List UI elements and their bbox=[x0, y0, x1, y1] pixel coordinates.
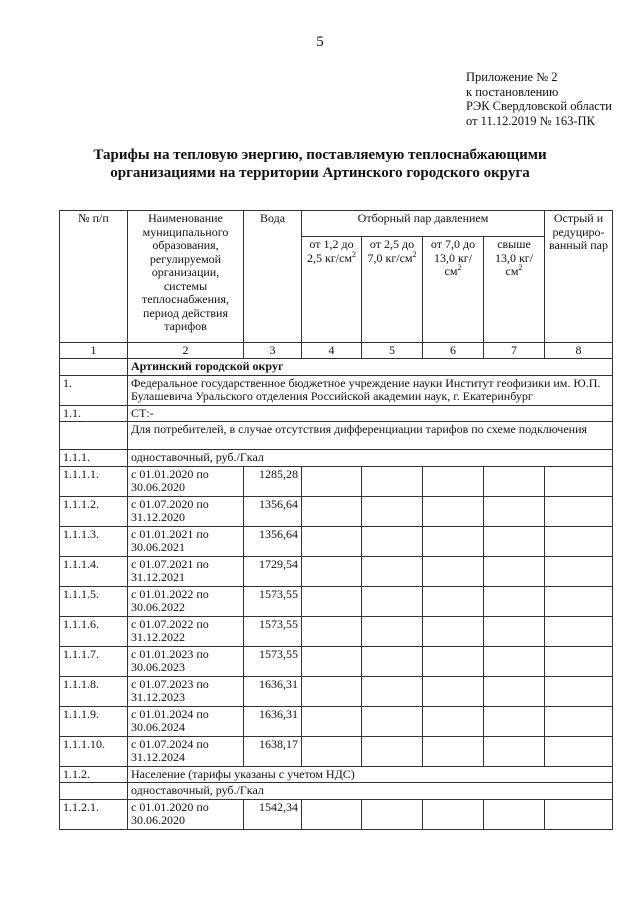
table-row bbox=[60, 496, 613, 526]
org-name: Федеральное государственное бюджетное учреждение науки Институт геофизики им. Ю.П. Булашевича Уральского отделения Российской академии наук, г. Екатеринбург bbox=[128, 375, 613, 405]
row-water: 1573,55 bbox=[244, 586, 302, 616]
row-period: с 01.01.2023 по 30.06.2023 bbox=[128, 646, 244, 676]
row-num: 1.1.1.4. bbox=[60, 556, 128, 586]
row-empty-cell bbox=[302, 586, 362, 616]
table-row bbox=[60, 799, 613, 829]
rate-num bbox=[60, 783, 128, 800]
row-empty-cell bbox=[362, 736, 423, 766]
table-row bbox=[60, 646, 613, 676]
consumers-note: Для потребителей, в случае отсутствия дифференциации тарифов по схеме подключения bbox=[128, 422, 613, 450]
title-line: организациями на территории Артинского городского округа bbox=[110, 165, 530, 181]
row-empty-cell bbox=[545, 799, 613, 829]
table-row bbox=[60, 616, 613, 646]
header-sharp-steam: Острый и редуциро-ванный пар bbox=[545, 211, 613, 343]
row-empty-cell bbox=[545, 736, 613, 766]
row-empty-cell bbox=[545, 496, 613, 526]
row-empty-cell bbox=[484, 586, 545, 616]
header-num: № п/п bbox=[60, 211, 128, 343]
header-pressure-2: от 2,5 до 7,0 $кг/см^2$ bbox=[362, 237, 423, 343]
header-water: Вода bbox=[244, 211, 302, 343]
col-number: 1 bbox=[60, 343, 128, 359]
rate-label: одноставочный, руб./Гкал bbox=[128, 450, 613, 467]
appendix-line: Приложение № 2 bbox=[466, 70, 558, 84]
row-empty-cell bbox=[423, 616, 484, 646]
row-water: 1638,17 bbox=[244, 736, 302, 766]
row-period: с 01.01.2022 по 30.06.2022 bbox=[128, 586, 244, 616]
row-water: 1573,55 bbox=[244, 616, 302, 646]
row-empty-cell bbox=[362, 556, 423, 586]
col-number: 4 bbox=[302, 343, 362, 359]
table-row bbox=[60, 556, 613, 586]
row-empty-cell bbox=[545, 706, 613, 736]
row-empty-cell bbox=[484, 736, 545, 766]
row-empty-cell bbox=[545, 586, 613, 616]
row-num: 1.1.1.5. bbox=[60, 586, 128, 616]
row-num: 1.1.1.2. bbox=[60, 496, 128, 526]
row-empty-cell bbox=[484, 799, 545, 829]
row-period: с 01.01.2020 по 30.06.2020 bbox=[128, 466, 244, 496]
population-name: Население (тарифы указаны с учетом НДС) bbox=[128, 766, 613, 783]
document-title bbox=[0, 146, 640, 182]
col-number: 8 bbox=[545, 343, 613, 359]
row-period: с 01.07.2020 по 31.12.2020 bbox=[128, 496, 244, 526]
row-empty-cell bbox=[362, 526, 423, 556]
row-num: 1.1.1.6. bbox=[60, 616, 128, 646]
col-number: 6 bbox=[423, 343, 484, 359]
header-pressure-4: свыше 13,0 $кг/см^2$ bbox=[484, 237, 545, 343]
row-num: 1.1.1.1. bbox=[60, 466, 128, 496]
row-water: 1356,64 bbox=[244, 496, 302, 526]
table-row bbox=[60, 466, 613, 496]
header-pressure-3: от 7,0 до 13,0 $кг/см^2$ bbox=[423, 237, 484, 343]
col-number: 3 bbox=[244, 343, 302, 359]
row-empty-cell bbox=[362, 799, 423, 829]
row-num: 1.1.2.1. bbox=[60, 799, 128, 829]
row-empty-cell bbox=[423, 676, 484, 706]
row-num: 1.1.1.10. bbox=[60, 736, 128, 766]
row-empty-cell bbox=[302, 556, 362, 586]
row-empty-cell bbox=[423, 646, 484, 676]
row-water: 1636,31 bbox=[244, 676, 302, 706]
row-empty-cell bbox=[545, 616, 613, 646]
header-pressure-1: от 1,2 до 2,5 $кг/см^2$ bbox=[302, 237, 362, 343]
row-empty-cell bbox=[362, 676, 423, 706]
row-empty-cell bbox=[302, 706, 362, 736]
row-empty-cell bbox=[302, 676, 362, 706]
row-water: 1285,28 bbox=[244, 466, 302, 496]
row-period: с 01.01.2021 по 30.06.2021 bbox=[128, 526, 244, 556]
row-empty-cell bbox=[484, 556, 545, 586]
system-name: СТ:- bbox=[128, 405, 613, 422]
col-number: 7 bbox=[484, 343, 545, 359]
row-empty-cell bbox=[302, 646, 362, 676]
appendix-block bbox=[466, 70, 612, 128]
appendix-line: к постановлению bbox=[466, 84, 559, 99]
row-empty-cell bbox=[545, 676, 613, 706]
tariff-table bbox=[59, 210, 613, 830]
row-empty-cell bbox=[423, 799, 484, 829]
row-empty-cell bbox=[545, 556, 613, 586]
row-empty-cell bbox=[302, 496, 362, 526]
appendix-line: от 11.12.2019 № 163-ПК bbox=[466, 113, 595, 128]
row-water: 1356,64 bbox=[244, 526, 302, 556]
row-empty-cell bbox=[362, 466, 423, 496]
row-empty-cell bbox=[423, 736, 484, 766]
table-row bbox=[60, 706, 613, 736]
row-empty-cell bbox=[362, 616, 423, 646]
page-number: 5 bbox=[316, 34, 324, 50]
row-empty-cell bbox=[423, 466, 484, 496]
row-water: 1573,55 bbox=[244, 646, 302, 676]
municipality-name: Артинский городской округ bbox=[128, 359, 613, 376]
header-steam-group: Отборный пар давлением bbox=[302, 211, 545, 237]
col-number: 2 bbox=[128, 343, 244, 359]
row-empty-cell bbox=[484, 616, 545, 646]
row-empty-cell bbox=[545, 646, 613, 676]
row-empty-cell bbox=[484, 646, 545, 676]
row-empty-cell bbox=[484, 676, 545, 706]
row-period: с 01.07.2022 по 31.12.2022 bbox=[128, 616, 244, 646]
row-empty-cell bbox=[302, 736, 362, 766]
rate-num: 1.1.1. bbox=[60, 450, 128, 467]
row-num: 1.1.1.7. bbox=[60, 646, 128, 676]
title-line: Тарифы на тепловую энергию, поставляемую теплоснабжающими bbox=[93, 147, 547, 163]
table-row bbox=[60, 586, 613, 616]
org-num: 1. bbox=[60, 375, 128, 405]
header-name: Наименование муниципального образования, регулируемой организации, системы теплоснабжения, период действия тарифов bbox=[128, 211, 244, 343]
col-number: 5 bbox=[362, 343, 423, 359]
row-empty-cell bbox=[423, 586, 484, 616]
rate-label: одноставочный, руб./Гкал bbox=[128, 783, 613, 800]
row-water: 1636,31 bbox=[244, 706, 302, 736]
row-num: 1.1.1.9. bbox=[60, 706, 128, 736]
row-empty-cell bbox=[362, 496, 423, 526]
population-num: 1.1.2. bbox=[60, 766, 128, 783]
row-empty-cell bbox=[423, 526, 484, 556]
row-empty-cell bbox=[423, 706, 484, 736]
row-empty-cell bbox=[484, 526, 545, 556]
row-empty-cell bbox=[484, 496, 545, 526]
row-empty-cell bbox=[302, 526, 362, 556]
row-empty-cell bbox=[484, 466, 545, 496]
table-row bbox=[60, 676, 613, 706]
row-empty-cell bbox=[423, 556, 484, 586]
row-num: 1.1.1.3. bbox=[60, 526, 128, 556]
row-empty-cell bbox=[545, 466, 613, 496]
row-empty-cell bbox=[362, 646, 423, 676]
row-empty-cell bbox=[302, 466, 362, 496]
row-water: 1542,34 bbox=[244, 799, 302, 829]
appendix-line: РЭК Свердловской области bbox=[466, 99, 612, 113]
row-empty-cell bbox=[362, 706, 423, 736]
row-num: 1.1.1.8. bbox=[60, 676, 128, 706]
row-empty-cell bbox=[484, 706, 545, 736]
row-period: с 01.07.2024 по 31.12.2024 bbox=[128, 736, 244, 766]
row-empty-cell bbox=[302, 616, 362, 646]
row-period: с 01.07.2021 по 31.12.2021 bbox=[128, 556, 244, 586]
row-empty-cell bbox=[545, 526, 613, 556]
row-period: с 01.01.2024 по 30.06.2024 bbox=[128, 706, 244, 736]
system-num: 1.1. bbox=[60, 405, 128, 422]
row-water: 1729,54 bbox=[244, 556, 302, 586]
row-empty-cell bbox=[302, 799, 362, 829]
table-row bbox=[60, 736, 613, 766]
row-period: с 01.07.2023 по 31.12.2023 bbox=[128, 676, 244, 706]
row-empty-cell bbox=[362, 586, 423, 616]
row-period: с 01.01.2020 по 30.06.2020 bbox=[128, 799, 244, 829]
row-empty-cell bbox=[423, 496, 484, 526]
table-row bbox=[60, 526, 613, 556]
